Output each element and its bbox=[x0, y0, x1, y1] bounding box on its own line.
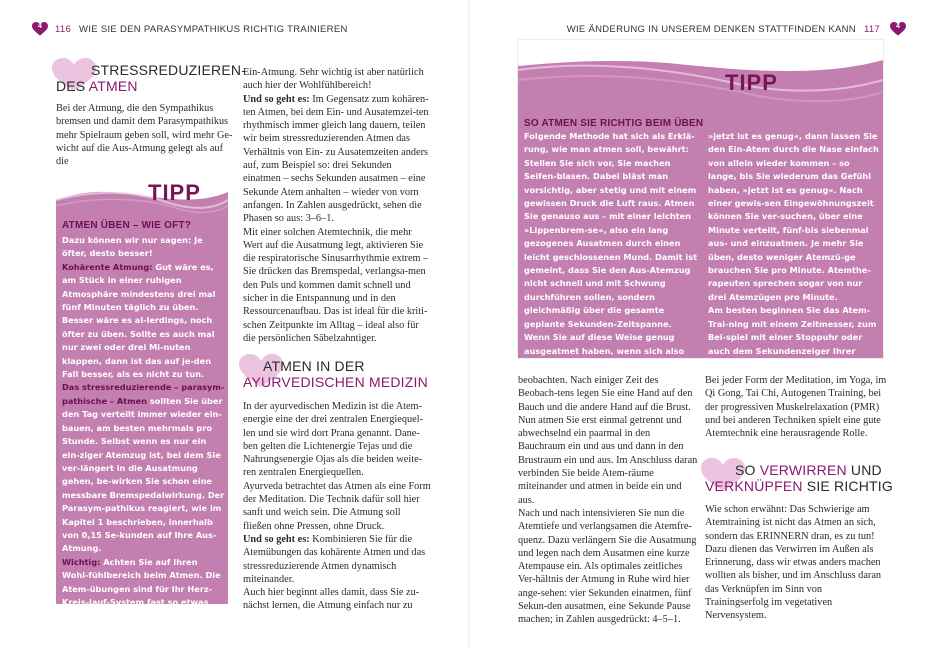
body-paragraph: Ayurveda betrachtet das Atmen als eine Form der Meditation. Die Technik dafür soll hier sanft und weich sein. Die Atmung soll fließen ohne Pressen, ohne Druck. bbox=[243, 480, 431, 532]
heading-line-1: STRESSREDUZIEREN- bbox=[91, 62, 247, 78]
running-head-title: WIE ÄNDERUNG IN UNSEREM DENKEN STATTFINDEN KANN bbox=[566, 24, 856, 35]
tipp-paragraph: Am besten beginnen Sie das Atem-Trai-ning mit einem Zeitmesser, zum Bei-spiel mit einer Stoppuhr oder auch dem Sekundenzeiger Ihrer Armbanduhr. bbox=[708, 305, 877, 369]
intro-paragraph: Bei der Atmung, die den Sympathikus bremsen und damit dem Parasympathikus mehr Spielraum geben soll, wird mehr Ge-wicht auf die Aus-Atmung gelegt als auf die bbox=[56, 103, 233, 168]
page-number: 116 bbox=[55, 24, 72, 35]
section-heading-stressreduzierendes-atmen bbox=[56, 62, 246, 94]
body-paragraph: Ein-Atmung. Sehr wichtig ist aber natürlich auch hier der Wohlfühlbereich! bbox=[243, 67, 424, 92]
heading-line-1: ATMEN IN DER bbox=[263, 358, 365, 374]
tipp-paragraph: Folgende Methode hat sich als Erklä-rung, wie man atmen soll, bewährt: Stellen Sie sich vor, Sie machen Seifen-blasen. Dabei bläst man vorsichtig, aber stetig und mit einem gewissen Druck die Luft raus. Atmen Sie genauso aus – mit einer leichten »Lippenbrem-se«, also ein lang gezogenes Ausatmen durch einen leicht geschlossenen Mund. Damit ist gemeint, dass Sie den Aus-Atemzug nicht schnell und mit Schwung durchführen sollen, sondern gleichmäßig über die gesamte geplante Sekunden-Zeitspanne. Wenn Sie auf diese Weise genug ausgeatmet haben, wenn sich also das Gefühl einstellt, bbox=[524, 131, 698, 369]
tipp-label: Kohärente Atmung: bbox=[62, 261, 153, 272]
tipp-label: Das stressreduzierende – parasym-pathische – Atmen bbox=[62, 382, 225, 406]
heading-line-1: SO VERWIRREN UND bbox=[735, 462, 882, 478]
body-paragraph: Auch hier beginnt alles damit, dass Sie zu-nächst lernen, die Atmung einfach nur zu bbox=[243, 587, 420, 612]
tipp-title: TIPP bbox=[725, 70, 778, 95]
heading-line-2: VERKNÜPFEN SIE RICHTIG bbox=[705, 478, 893, 494]
chapter-heart-badge bbox=[890, 22, 906, 36]
running-head-title: WIE SIE DEN PARASYMPATHIKUS RICHTIG TRAINIEREN bbox=[79, 24, 348, 35]
chapter-number: 4 bbox=[38, 23, 42, 30]
running-head bbox=[47, 24, 348, 35]
section-heading-verwirren-verknuepfen bbox=[705, 462, 893, 494]
tipp-column-1 bbox=[524, 130, 700, 371]
tipp-paragraph: Wichtig: Achten Sie auf Ihren Wohl-fühlbereich beim Atmen. Die Atem-übungen sind für Ihr Herz-Kreis-lauf-System fast so etwas wie ein kleines körperliches Training. bbox=[62, 556, 221, 634]
body-paragraph: Bei jeder Form der Meditation, im Yoga, im Qi Gong, Tai Chi, Autogenen Training, bei der progressiven Muskelrelaxation (PMR) und bei anderen Techniken spielt eine gute Atemtechnik eine herausragende Rolle. bbox=[705, 375, 887, 440]
tipp-subtitle: SO ATMEN SIE RICHTIG BEIM ÜBEN bbox=[524, 118, 704, 129]
chapter-number: 4 bbox=[896, 23, 900, 30]
tipp-subtitle: ATMEN ÜBEN – WIE OFT? bbox=[62, 220, 192, 231]
running-head bbox=[567, 24, 888, 35]
section-heading-ayurveda bbox=[243, 358, 428, 390]
body-paragraph: Nach und nach intensivieren Sie nun die Atemtiefe und verlangsamen die Atemfre-quenz. Dazu verlängern Sie die Ausatmung und legen nach dem Ausatmen eine kurze Atempause ein. Als optimales zeitliches Ver-hältnis der Atmung in Ruhe wird hier ange-sehen: vier Sekunden einatmen, fünf Sekun-den ausatmen, eine Sekunde Pause machen; in Zahlen ausgedrückt: 4–5–1. bbox=[518, 507, 697, 626]
wave-decoration bbox=[518, 40, 883, 120]
right-column-2 bbox=[705, 374, 887, 440]
right-page bbox=[469, 0, 938, 648]
heading-plain: DES bbox=[56, 78, 89, 94]
body-paragraph: beobachten. Nach einiger Zeit des Beobach-tens legen Sie eine Hand auf den Bauch und die andere Hand auf die Brust. Nun atmen Sie erst einmal getrennt und abwechselnd ein paarmal in den Bauchraum ein und aus und dann in den Brustraum ein und aus. Im Anschluss daran verbinden Sie beide Atem-räume miteinander und atmen in beide ein und aus. bbox=[518, 375, 698, 506]
wave-decoration bbox=[56, 170, 228, 220]
tipp-paragraph: Kohärente Atmung: Gut wäre es, am Stück in einer ruhigen Atmosphäre mindestens drei mal fünf Minuten täglich zu üben. Besser wäre es al-lerdings, noch öfter zu üben. Sollte es auch mal nur zwei oder drei Mi-nuten klappen, dann ist das auf je-den Fall besser, als es nicht zu tun. bbox=[62, 261, 216, 380]
heading-line-2 bbox=[56, 78, 246, 94]
left-column-2 bbox=[243, 66, 431, 345]
tipp-paragraph: Das stressreduzierende – parasym-pathische – Atmen sollten Sie über den Tag verteilt immer wieder ein-bauen, am besten mehrmals pro Stunde. Selbst wenn es nur ein ein-ziger Atemzug ist, bei dem Sie ver-längert in die Ausatmung gehen, be-wirken Sie schon eine messbare Bremspedalwirkung. Der Parasym-pathikus reagiert, wie im Kapitel 1 beschrieben, innerhalb von 0,15 Se-kunden auf Ihre Aus-Atmung. bbox=[62, 382, 225, 554]
section2-body bbox=[243, 400, 431, 613]
page-number: 117 bbox=[863, 24, 880, 35]
tipp-body bbox=[62, 234, 226, 636]
heading-line-2: AYURVEDISCHEN MEDIZIN bbox=[243, 374, 428, 390]
tipp-title: TIPP bbox=[148, 180, 201, 205]
body-paragraph: Wie schon erwähnt: Das Schwierige am Atemtraining ist nicht das Atmen an sich, sondern das ERINNERN dran, es zu tun! Dazu dienen das Verwirren im Außen als Erinnerung, dass wir etwas anders machen wollten als bisher, und im Anschluss daran das Verknüpfen im Sinn von Trainingserfolg im vegetativen Nervensystem. bbox=[705, 504, 882, 622]
body-paragraph: In der ayurvedischen Medizin ist die Atem-energie eine der drei zentralen Energiequel-len und sie wird dort Prana genannt. Dane-ben gelten die Lichtenergie Tejas und die Nahrungsenergie Ojas als die beiden weite-ren zentralen Energiequellen. bbox=[243, 401, 424, 479]
heading-accent: ATMEN bbox=[88, 78, 138, 94]
tipp-box-left bbox=[56, 170, 228, 634]
body-paragraph: Und so geht es: Kombinieren Sie für die Atemübungen das kohärente Atmen und das stressreduzierende Atmen dynamisch miteinander. bbox=[243, 533, 426, 585]
tipp-box-right bbox=[518, 40, 883, 369]
section3-body bbox=[705, 503, 887, 623]
tipp-paragraph: Dazu können wir nur sagen: Je öfter, desto besser! bbox=[62, 235, 203, 259]
tipp-paragraph: »jetzt ist es genug«, dann lassen Sie den Ein-Atem durch die Nase einfach von allein wieder kommen – so lange, bis Sie wiederum das Gefühl haben, »jetzt ist es genug«. Nach einer gewis-sen Eingewöhnungszeit können Sie ver-suchen, über eine Minute verteilt, fünf-bis siebenmal aus- und einzuatmen. Je mehr Sie üben, desto weniger Atemzü-ge brauchen Sie pro Minute. Atemthe-rapeuten sprechen sogar von nur drei Atemzügen pro Minute. bbox=[708, 131, 879, 302]
right-column-1 bbox=[518, 374, 698, 627]
section1-intro bbox=[56, 102, 234, 168]
tipp-column-2 bbox=[708, 130, 880, 371]
chapter-heart-badge bbox=[32, 22, 48, 36]
tipp-label: Wichtig: bbox=[62, 556, 101, 567]
body-paragraph: Mit einer solchen Atemtechnik, die mehr Wert auf die Ausatmung legt, aktivieren Sie die respiratorische Sinusarrhythmie extrem – Sie drücken das Bremspedal, verlangsa-men den Puls und kommen damit schnell und sicher in die Entspannung und in den Ressourcenaufbau. Das ist ideal für die kriti-schen Zeitpunkte im Alltag – ideal also für die persönlichen Säbelzahntiger. bbox=[243, 226, 429, 344]
body-paragraph: Und so geht es: Im Gegensatz zum kohären-ten Atmen, bei dem Ein- und Ausatemzei-ten rhythmisch immer gleich lang dauern, teilen wir beim stressreduzierenden Atmen das Verhältnis von Ein- zu Ausatemzeiten anders auf, zum Beispiel so: drei Sekunden einatmen – sechs Sekunden ausatmen – eine Sekunde Atem anhalten – wieder von vorn anfangen. In Zahlen ausgedrückt, sehen die Phasen so aus: 3–6–1. bbox=[243, 93, 429, 225]
